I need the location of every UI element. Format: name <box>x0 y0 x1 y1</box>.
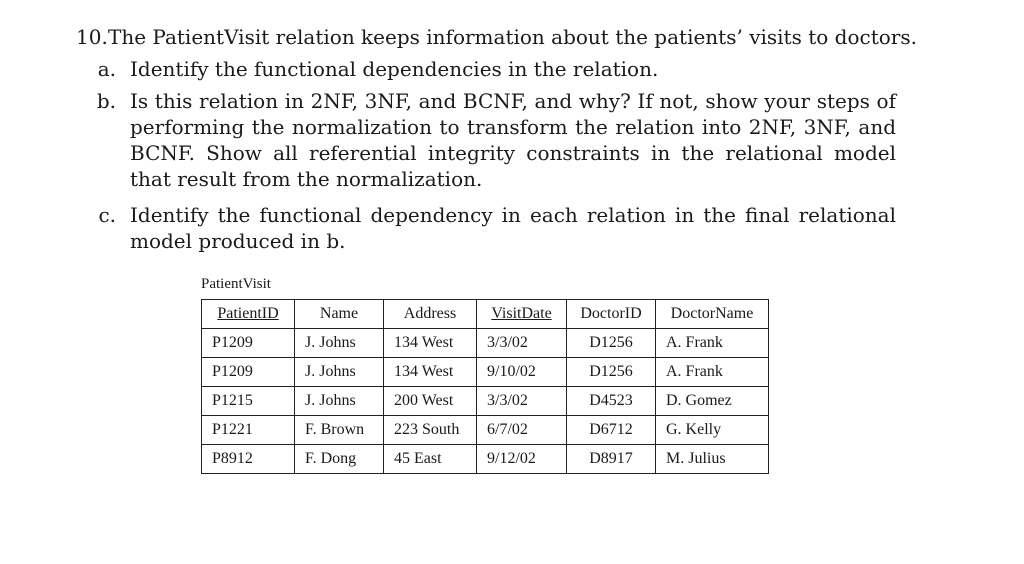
cell-visitdate: 3/3/02 <box>477 387 567 416</box>
table-row <box>202 329 769 358</box>
column-header-patientid: PatientID <box>202 300 295 329</box>
cell-name: J. Johns <box>295 387 384 416</box>
question-parts <box>76 56 896 254</box>
column-header-address: Address <box>384 300 477 329</box>
column-header-doctorid: DoctorID <box>567 300 656 329</box>
cell-doctorid: D1256 <box>567 358 656 387</box>
question-number: 10. <box>76 25 108 49</box>
column-header-visitdate: VisitDate <box>477 300 567 329</box>
question-block <box>76 24 917 260</box>
cell-name: F. Brown <box>295 416 384 445</box>
cell-doctorid: D6712 <box>567 416 656 445</box>
cell-name: J. Johns <box>295 329 384 358</box>
cell-doctorname: M. Julius <box>656 445 769 474</box>
question-part-b <box>76 88 896 192</box>
table-caption: PatientVisit <box>201 276 271 292</box>
table-row <box>202 416 769 445</box>
column-header-name: Name <box>295 300 384 329</box>
part-letter: a. <box>97 57 116 81</box>
cell-doctorname: A. Frank <box>656 329 769 358</box>
cell-doctorid: D1256 <box>567 329 656 358</box>
part-letter: c. <box>98 203 116 227</box>
cell-visitdate: 3/3/02 <box>477 329 567 358</box>
cell-visitdate: 9/12/02 <box>477 445 567 474</box>
part-text: Identify the functional dependency in each relation in the final relational model produced in b. <box>130 203 896 253</box>
cell-name: F. Dong <box>295 445 384 474</box>
table-row <box>202 445 769 474</box>
column-header-doctorname: DoctorName <box>656 300 769 329</box>
question-part-a <box>76 56 896 82</box>
cell-patientid: P1209 <box>202 329 295 358</box>
table-header-row <box>202 300 769 329</box>
cell-address: 45 East <box>384 445 477 474</box>
cell-doctorid: D8917 <box>567 445 656 474</box>
cell-address: 200 West <box>384 387 477 416</box>
part-text: Identify the functional dependencies in the relation. <box>130 57 659 81</box>
cell-doctorname: A. Frank <box>656 358 769 387</box>
cell-patientid: P1209 <box>202 358 295 387</box>
patient-visit-table <box>201 299 769 474</box>
cell-patientid: P8912 <box>202 445 295 474</box>
cell-patientid: P1215 <box>202 387 295 416</box>
cell-visitdate: 9/10/02 <box>477 358 567 387</box>
question-part-c <box>76 202 896 254</box>
cell-doctorname: D. Gomez <box>656 387 769 416</box>
table-row <box>202 358 769 387</box>
cell-doctorid: D4523 <box>567 387 656 416</box>
part-text: Is this relation in 2NF, 3NF, and BCNF, and why? If not, show your steps of performing the normalization to transform the relation into 2NF, 3NF, and BCNF. Show all referential integrity constraints in the relational model that result from the normalization. <box>130 89 896 191</box>
cell-patientid: P1221 <box>202 416 295 445</box>
table-row <box>202 387 769 416</box>
cell-visitdate: 6/7/02 <box>477 416 567 445</box>
cell-address: 223 South <box>384 416 477 445</box>
part-letter: b. <box>96 89 116 113</box>
cell-address: 134 West <box>384 329 477 358</box>
cell-doctorname: G. Kelly <box>656 416 769 445</box>
question-heading <box>76 24 917 50</box>
cell-address: 134 West <box>384 358 477 387</box>
question-intro: The PatientVisit relation keeps information about the patients’ visits to doctors. <box>108 25 917 49</box>
cell-name: J. Johns <box>295 358 384 387</box>
